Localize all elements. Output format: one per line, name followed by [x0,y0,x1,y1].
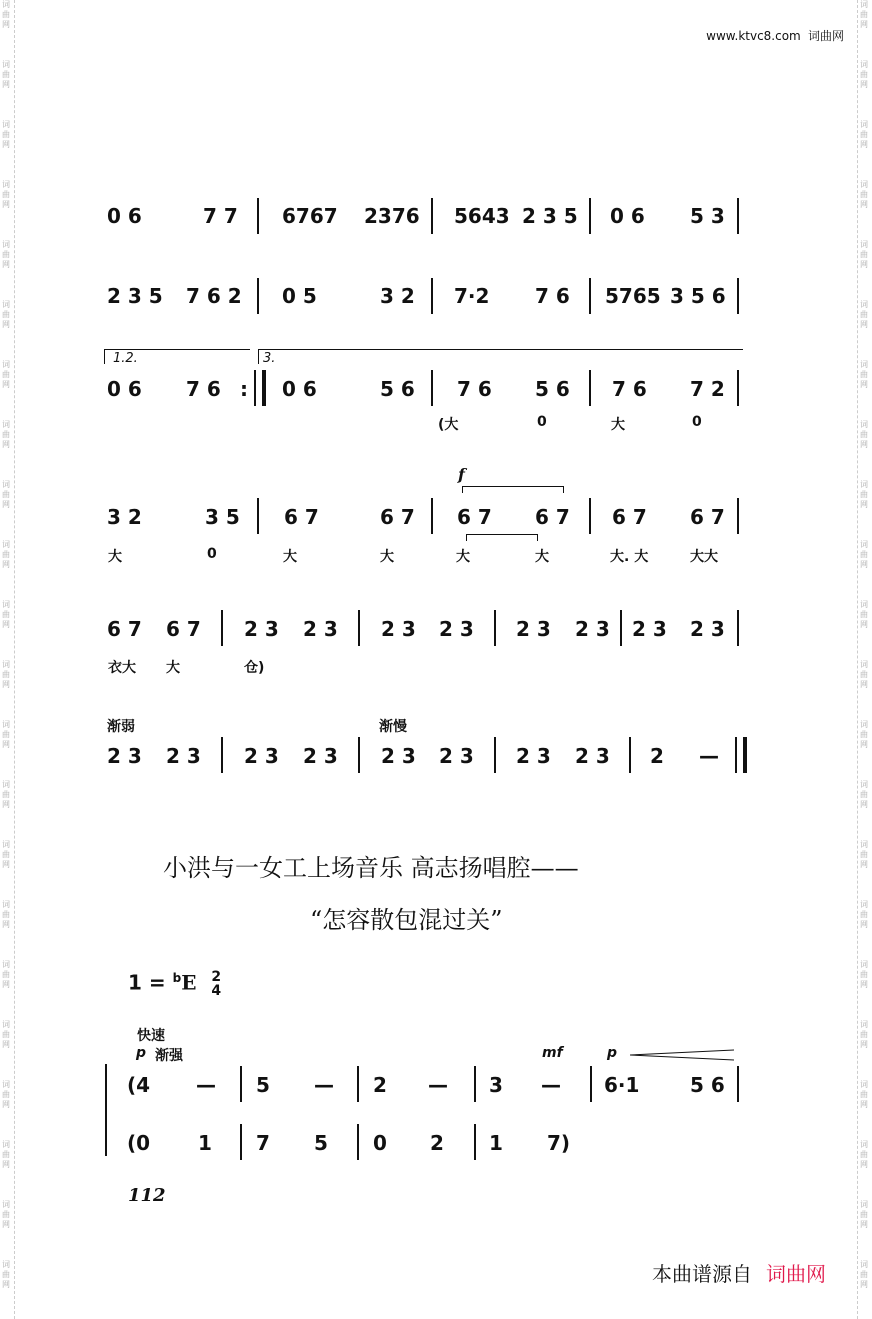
watermark-text: 词曲网 [2,60,10,89]
barline [257,278,259,314]
percussion: 仓) [244,660,265,676]
tie-bracket [462,486,564,493]
note-group: 3 5 [205,505,240,529]
watermark-text: 词曲网 [860,180,868,209]
note-fermata: 2 [650,744,664,768]
watermark-text: 词曲网 [2,660,10,689]
watermark-text: 词曲网 [860,1200,868,1229]
note-group: 2 3 [107,744,142,768]
tempo-mark: 快速 [137,1028,165,1044]
barline [589,278,591,314]
note-group: 0 6 [107,377,142,401]
note-group: 6 7 [690,505,725,529]
barline [358,610,360,646]
percussion: 大 [380,549,394,565]
barline [358,737,360,773]
note-group: 7 6 [612,377,647,401]
note-group: 2 3 [244,744,279,768]
note-group: 3 2 [107,505,142,529]
barline [357,1066,359,1102]
percussion: 大 [611,417,625,433]
watermark-text: 词曲网 [860,420,868,449]
note-group: 2 3 5 [107,284,163,308]
percussion: 衣大 [108,660,136,676]
note-group: 6·1 [604,1073,640,1097]
watermark-text: 词曲网 [2,720,10,749]
note-group: 2 3 [439,617,474,641]
watermark-text: 词曲网 [2,780,10,809]
note-group: 2 3 [303,744,338,768]
watermark-text: 词曲网 [860,900,868,929]
dim-mark: 渐弱 [107,719,135,735]
barline [494,737,496,773]
note: 5 [256,1073,270,1097]
watermark-text: 词曲网 [860,600,868,629]
note-group: 5765 [605,284,661,308]
watermark-text: 词曲网 [2,420,10,449]
barline [474,1124,476,1160]
note-group: 2 3 5 [522,204,578,228]
perc-bracket [466,534,538,541]
note-group: 6 7 [284,505,319,529]
watermark-text: 词曲网 [860,1020,868,1049]
watermark-text: 词曲网 [2,300,10,329]
percussion: 大 [456,549,470,565]
note-group: 2 3 [575,744,610,768]
watermark-text: 词曲网 [2,0,10,29]
watermark-text: 词曲网 [2,480,10,509]
watermark-text: 词曲网 [2,1080,10,1109]
note-group: 5643 [454,204,510,228]
watermark-text: 词曲网 [2,540,10,569]
note: 1 [198,1131,212,1155]
note: 3 [489,1073,503,1097]
percussion: 大 [108,549,122,565]
note: 7 [256,1131,270,1155]
percussion: 大 [535,549,549,565]
note-group: 0 6 [610,204,645,228]
note-group: 7 6 2 [186,284,242,308]
note-group: 2 3 [166,744,201,768]
watermark-text: 词曲网 [860,540,868,569]
barline [737,610,739,646]
note: (4 [127,1073,151,1097]
repeat-barline [254,370,266,406]
watermark-text: 词曲网 [2,600,10,629]
volta-label: 3. [263,351,276,366]
watermark-text: 词曲网 [2,360,10,389]
key-signature: 1 = $^b$E 2 4 [128,969,222,999]
volta-label: 1.2. [113,351,138,366]
watermark-text: 词曲网 [860,480,868,509]
watermark-text: 词曲网 [860,120,868,149]
cresc-mark: 渐强 [155,1048,183,1064]
barline [431,198,433,234]
watermark-text: 词曲网 [860,960,868,989]
note-group: 2376 [364,204,420,228]
watermark-text: 词曲网 [860,0,868,29]
barline [357,1124,359,1160]
song-title: 小洪与一女工上场音乐 高志扬唱腔—— [163,854,579,882]
barline [431,278,433,314]
note-group: 0 6 [107,204,142,228]
note-group: 2 3 [575,617,610,641]
note: (0 [127,1131,151,1155]
note-group: 6 7 [457,505,492,529]
watermark-text: 词曲网 [2,180,10,209]
watermark-text: 词曲网 [860,1260,868,1289]
watermark-text: 词曲网 [860,720,868,749]
note-group: 5 6 [380,377,415,401]
barline [257,198,259,234]
dash: — [699,744,719,768]
dash: — [541,1073,561,1097]
note-group: 7 6 [535,284,570,308]
dynamic-p2: p [607,1045,618,1061]
note-group: 2 3 [244,617,279,641]
note-group: 2 3 [690,617,725,641]
barline [431,498,433,534]
percussion: 0 [207,546,217,562]
watermark-text: 词曲网 [2,900,10,929]
system-brace [105,1064,113,1156]
percussion: 0 [537,414,547,430]
barline [221,737,223,773]
final-barline [735,737,747,773]
note-group: 5 3 [690,204,725,228]
barline [240,1066,242,1102]
note-group: 6 7 [612,505,647,529]
note-group: 2 3 [381,617,416,641]
watermark-text: 词曲网 [2,1260,10,1289]
watermark-text: 词曲网 [860,1140,868,1169]
note-group: 2 3 [516,617,551,641]
note-group: 6 7 [166,617,201,641]
note-group: 7 6 [186,377,221,401]
note: 0 [373,1131,387,1155]
crescendo-hairpin [630,1049,734,1061]
note-group: 2 3 [303,617,338,641]
barline [737,370,739,406]
percussion: 大 [283,549,297,565]
note-group: 5 6 [535,377,570,401]
watermark-text: 词曲网 [860,660,868,689]
note-group: 7·2 [454,284,490,308]
watermark-text: 词曲网 [2,960,10,989]
note-group: 3 2 [380,284,415,308]
barline [737,278,739,314]
watermark-text: 词曲网 [860,840,868,869]
dynamic-mf: mf [542,1045,563,1061]
note: 7) [547,1131,571,1155]
song-subtitle: “怎容散包混过关” [310,906,503,934]
right-watermark-strip [857,0,872,1319]
barline [589,498,591,534]
footer-credit[interactable]: 本曲谱源自 词曲网 [652,1262,826,1286]
watermark-text: 词曲网 [860,240,868,269]
watermark-text: 词曲网 [860,60,868,89]
barline [494,610,496,646]
percussion: 0 [692,414,702,430]
note-group: 6767 [282,204,338,228]
dynamic-p: p [136,1045,147,1061]
barline [431,370,433,406]
watermark-text: 词曲网 [860,780,868,809]
note-group: 6 7 [380,505,415,529]
barline [590,1066,592,1102]
watermark-text: 词曲网 [2,1140,10,1169]
note-group: 2 3 [381,744,416,768]
watermark-text: 词曲网 [860,1080,868,1109]
percussion: 大 [166,660,180,676]
barline [620,610,622,646]
barline [257,498,259,534]
rit-mark: 渐慢 [379,719,407,735]
percussion: 大. 大 [610,549,649,565]
barline [589,370,591,406]
page-number: 112 [128,1185,166,1206]
watermark-text: 词曲网 [2,120,10,149]
watermark-text: 词曲网 [2,840,10,869]
barline [737,1066,739,1102]
note-group: 0 6 [282,377,317,401]
watermark-text: 词曲网 [860,360,868,389]
site-url[interactable]: www.ktvc8.com 词曲网 [706,29,844,43]
percussion: 大大 [690,549,718,565]
note-group: 7 6 [457,377,492,401]
note-group: 7 7 [203,204,238,228]
watermark-text: 词曲网 [2,1200,10,1229]
repeat-dots: : [240,377,248,401]
note-group: 0 5 [282,284,317,308]
note-group: 6 7 [107,617,142,641]
percussion: (大 [438,417,459,433]
note-group: 6 7 [535,505,570,529]
watermark-text: 词曲网 [2,1020,10,1049]
left-watermark-strip [0,0,15,1319]
note-group: 3 5 6 [670,284,726,308]
barline [629,737,631,773]
note: 1 [489,1131,503,1155]
note: 2 [373,1073,387,1097]
note-group: 2 3 [516,744,551,768]
note-group: 2 3 [632,617,667,641]
barline [737,498,739,534]
watermark-text: 词曲网 [860,300,868,329]
dynamic-mark: f [458,465,465,484]
dash: — [314,1073,334,1097]
barline [474,1066,476,1102]
barline [240,1124,242,1160]
dash: — [196,1073,216,1097]
volta-2 [258,349,743,364]
barline [737,198,739,234]
dash: — [428,1073,448,1097]
note: 5 [314,1131,328,1155]
note-group: 5 6 [690,1073,725,1097]
note-group: 7 2 [690,377,725,401]
barline [221,610,223,646]
note: 2 [430,1131,444,1155]
watermark-text: 词曲网 [2,240,10,269]
note-group: 2 3 [439,744,474,768]
barline [589,198,591,234]
